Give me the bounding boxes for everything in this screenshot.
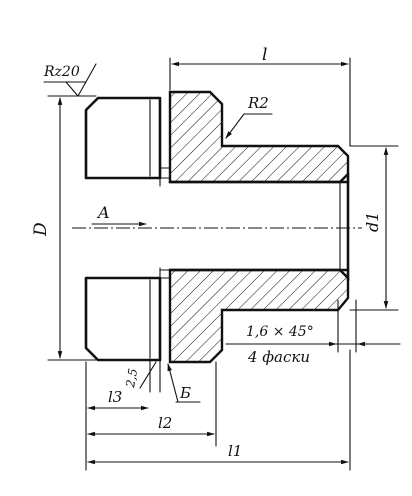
label-view-A: A — [98, 203, 110, 222]
label-radius: R2 — [248, 94, 269, 112]
label-length-l3: l3 — [108, 388, 123, 406]
label-surface-b: Б — [180, 384, 192, 402]
radius-leader — [226, 94, 272, 138]
label-small-dim: 2,5 — [123, 367, 141, 389]
label-diameter-D: D — [31, 222, 51, 236]
label-diameter-d1: d1 — [363, 211, 382, 232]
roughness-mark — [43, 64, 96, 96]
label-roughness: Rz20 — [44, 64, 80, 80]
label-chamfer-size: 1,6 × 45° — [246, 324, 314, 340]
surface-b-leader — [168, 364, 200, 402]
label-length-l: l — [262, 45, 268, 65]
flange-head — [86, 98, 170, 360]
bushing-section — [170, 92, 348, 362]
dimension-2-5 — [123, 360, 160, 392]
label-length-l1: l1 — [228, 442, 243, 460]
view-arrow-A — [92, 203, 146, 224]
label-length-l2: l2 — [158, 414, 173, 432]
label-chamfer-note: 4 фаски — [248, 348, 311, 366]
dimension-d1 — [350, 146, 398, 310]
